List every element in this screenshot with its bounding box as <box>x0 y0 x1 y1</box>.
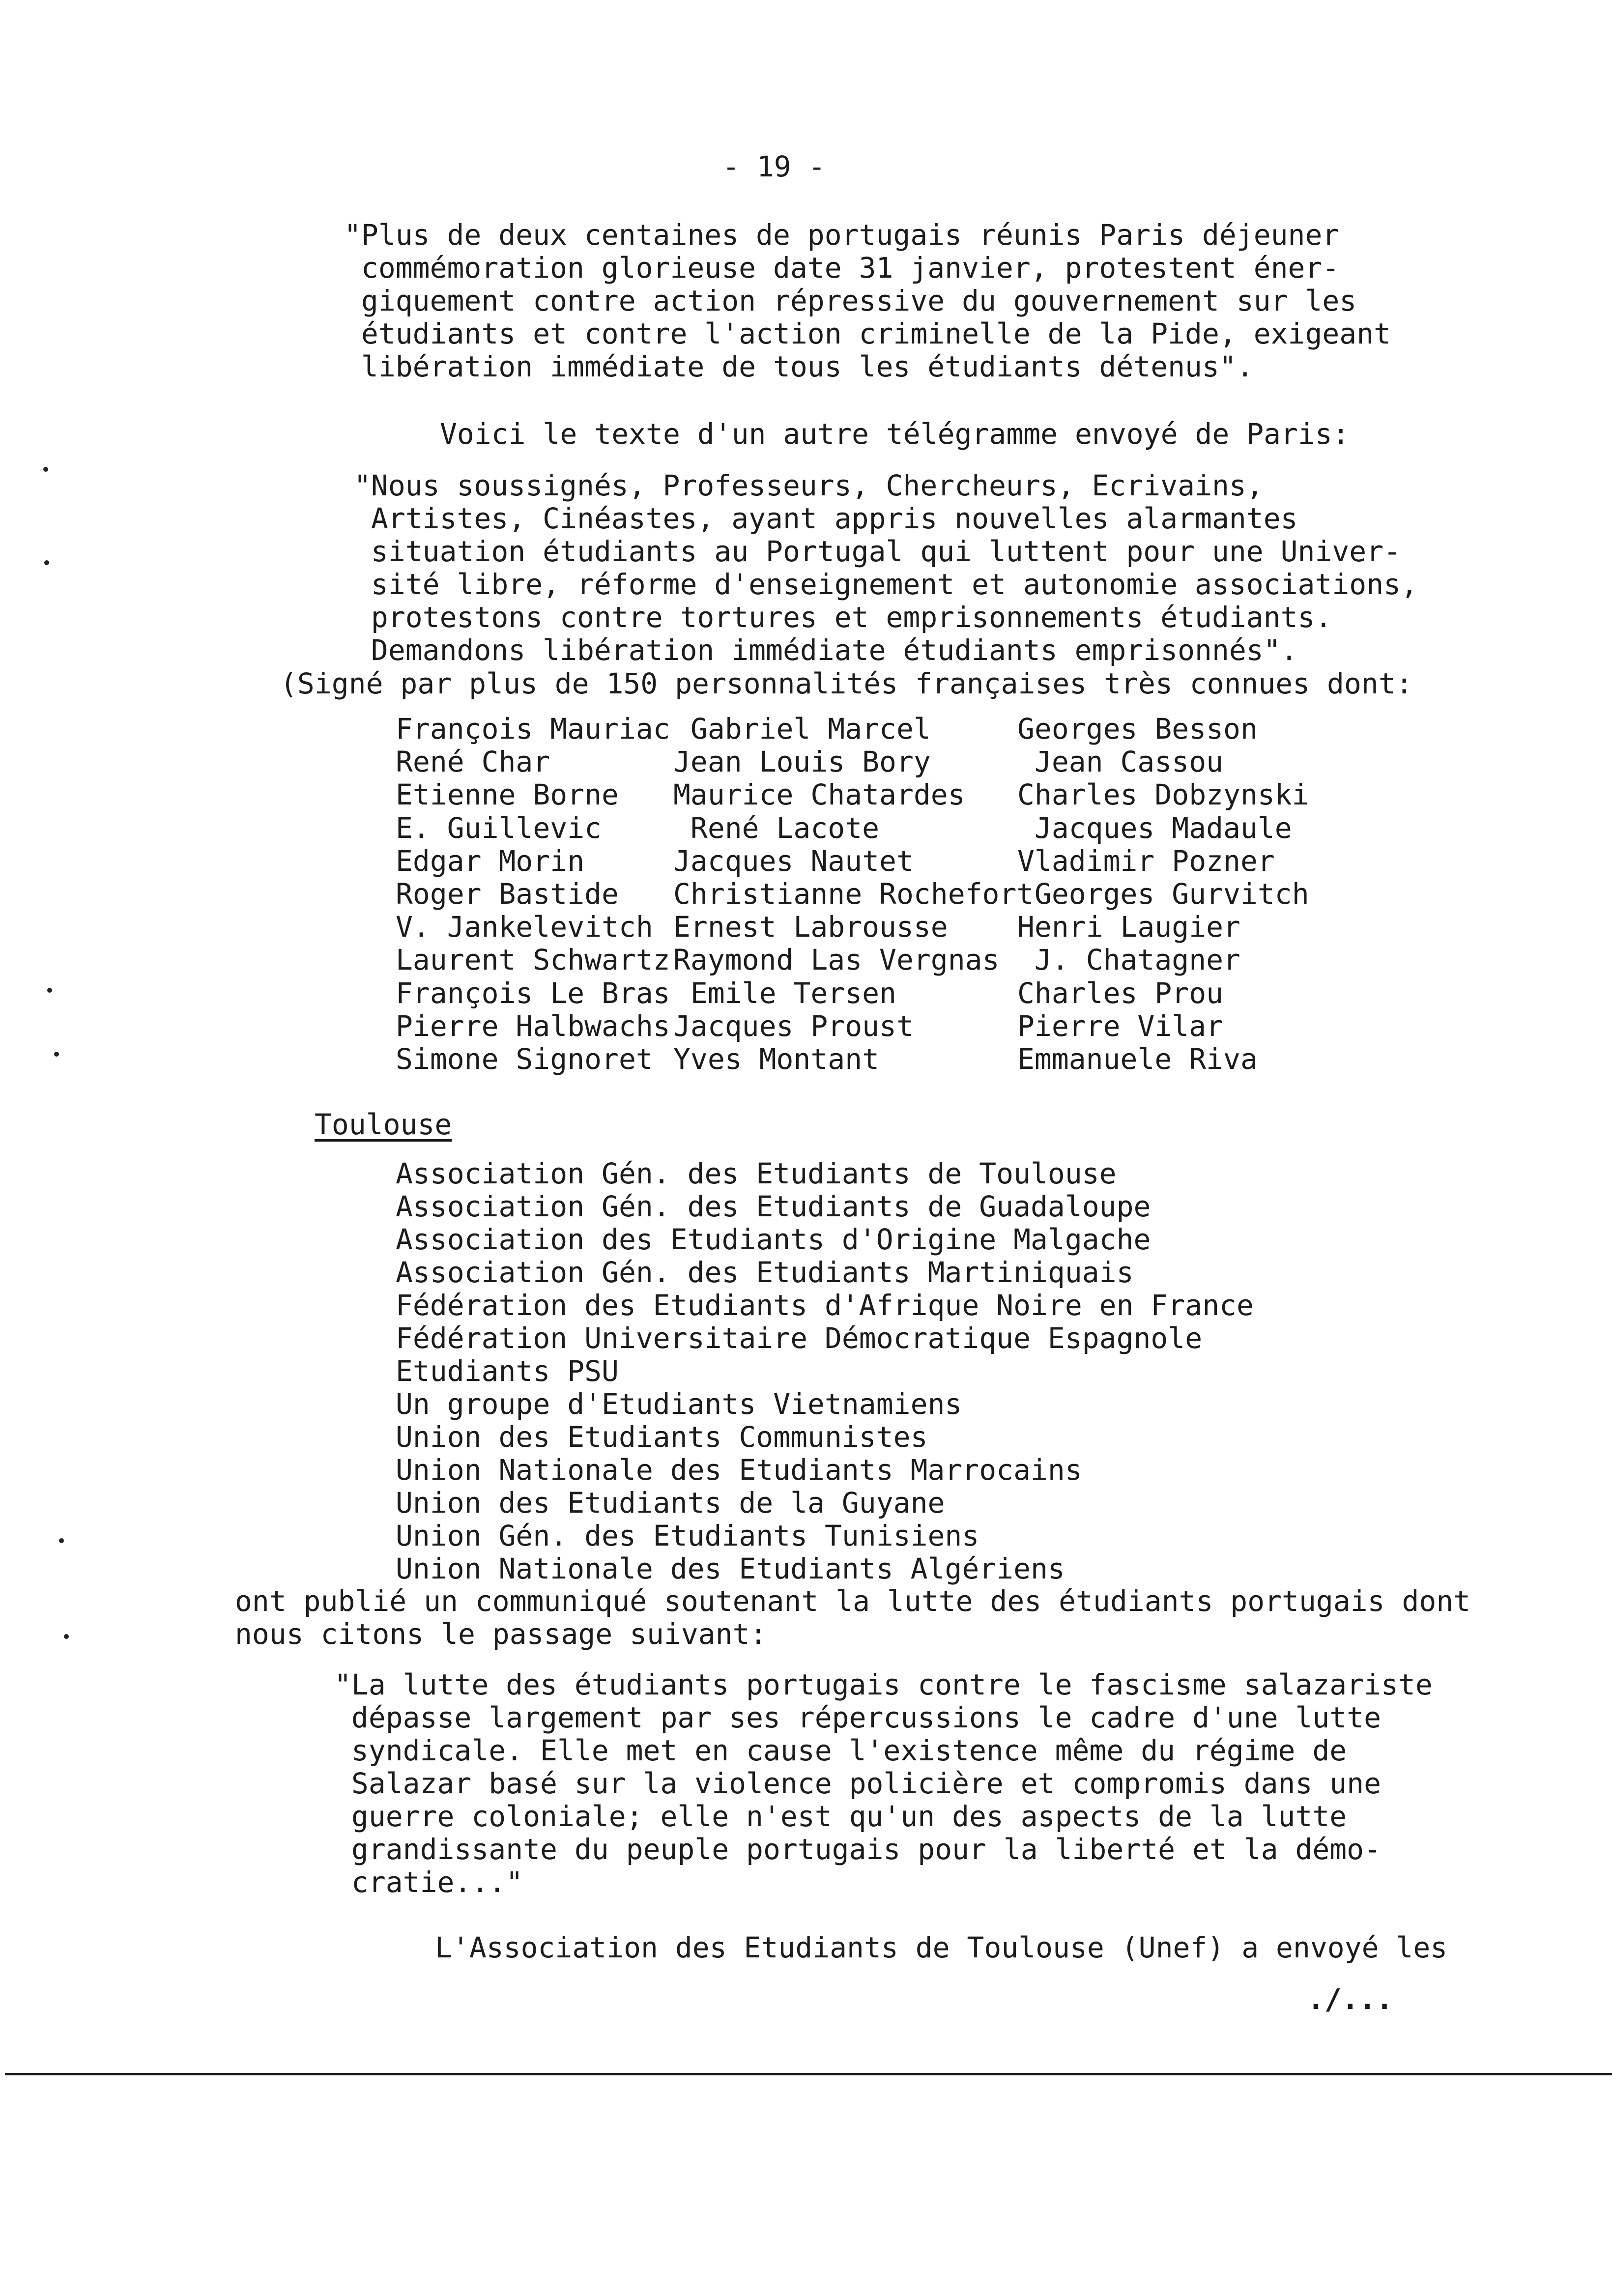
signatory-name: René Lacote <box>673 811 880 845</box>
quote-line: Demandons libération immédiate étudiants emprisonnés". <box>354 633 1298 667</box>
quote-communique <box>334 1668 1433 1899</box>
signatory-name: Simone Signoret <box>396 1042 653 1076</box>
organization-item: Association des Etudiants d'Origine Malgache <box>396 1223 1151 1256</box>
quote-line: Salazar basé sur la violence policière et compromis dans une <box>334 1767 1382 1800</box>
signatory-name: E. Guillevic <box>396 811 602 845</box>
quote-line: sité libre, réforme d'enseignement et autonomie associations, <box>354 568 1418 601</box>
signatories-column-3 <box>1017 713 1309 1076</box>
quote-line: dépasse largement par ses répercussions le cadre d'une lutte <box>334 1701 1382 1734</box>
signatory-name: Jacques Madaule <box>1017 811 1292 845</box>
paragraph-line: ont publié un communiqué soutenant la lutte des étudiants portugais dont <box>235 1584 1471 1618</box>
quote-telegram <box>354 469 1418 667</box>
organization-item: Union des Etudiants Communistes <box>396 1420 928 1454</box>
organization-item: Union Nationale des Etudiants Marrocains <box>396 1453 1082 1487</box>
organization-item: Union des Etudiants de la Guyane <box>396 1486 945 1520</box>
scan-speck <box>64 1634 69 1639</box>
signatory-name: Charles Dobzynski <box>1017 778 1309 812</box>
signatory-name: V. Jankelevitch <box>396 910 653 944</box>
signatory-name: Jean Cassou <box>1017 745 1224 779</box>
quote-line: libération immédiate de tous les étudiants détenus". <box>344 350 1254 383</box>
scan-speck <box>54 1052 59 1057</box>
signatory-name: François Mauriac <box>396 712 670 746</box>
paragraph-line: nous citons le passage suivant: <box>235 1617 767 1651</box>
scan-speck <box>44 560 49 565</box>
quote-line: "Nous soussignés, Professeurs, Chercheurs, Ecrivains, <box>354 469 1264 502</box>
signatory-name: Henri Laugier <box>1017 910 1240 944</box>
organization-item: Etudiants PSU <box>396 1354 619 1388</box>
organizations-list <box>396 1157 1254 1585</box>
organization-item: Association Gén. des Etudiants de Toulouse <box>396 1157 1117 1190</box>
signatories-column-1 <box>396 713 670 1076</box>
signatory-name: Yves Montant <box>673 1042 880 1076</box>
signatory-name: François Le Bras <box>396 976 670 1010</box>
quote-line: syndicale. Elle met en cause l'existence même du régime de <box>334 1734 1347 1767</box>
signatory-name: Christianne Rochefort <box>673 877 1034 911</box>
quote-line: cratie..." <box>334 1866 523 1899</box>
organization-item: Fédération Universitaire Démocratique Espagnole <box>396 1321 1203 1355</box>
quote-line: étudiants et contre l'action criminelle de la Pide, exigeant <box>344 317 1391 350</box>
signatory-name: Georges Gurvitch <box>1017 877 1309 911</box>
signatory-name: Vladimir Pozner <box>1017 844 1275 878</box>
quote-line: guerre coloniale; elle n'est qu'un des aspects de la lutte <box>334 1800 1347 1833</box>
signatories-column-2 <box>673 713 1034 1076</box>
signatory-name: Emmanuele Riva <box>1017 1042 1258 1076</box>
communique-paragraph <box>235 1585 1470 1651</box>
signed-by-line: (Signé par plus de 150 personnalités françaises très connues dont: <box>280 667 1413 700</box>
signatory-name: René Char <box>396 745 550 779</box>
scan-speck <box>43 467 48 472</box>
signatory-name: Pierre Vilar <box>1017 1009 1224 1043</box>
signatory-name: Etienne Borne <box>396 778 619 812</box>
quote-line: "La lutte des étudiants portugais contre le fascisme salazariste <box>334 1668 1433 1701</box>
signatory-name: Pierre Halbwachs <box>396 1009 670 1043</box>
scan-speck <box>59 1538 64 1543</box>
organization-item: Association Gén. des Etudiants Martiniquais <box>396 1256 1134 1289</box>
signatory-name: Jacques Nautet <box>673 844 914 878</box>
scan-speck <box>47 988 52 993</box>
quote-line: commémoration glorieuse date 31 janvier, protestent éner- <box>344 251 1340 285</box>
signatory-name: Jean Louis Bory <box>673 745 931 779</box>
page-number: - 19 - <box>722 150 826 183</box>
closing-line: L'Association des Etudiants de Toulouse (Unef) a envoyé les <box>435 1931 1448 1964</box>
organization-item: Union Gén. des Etudiants Tunisiens <box>396 1519 979 1552</box>
organization-item: Fédération des Etudiants d'Afrique Noire en France <box>396 1289 1254 1322</box>
signatory-name: Roger Bastide <box>396 877 619 911</box>
continuation-mark: ./... <box>1307 1982 1393 2016</box>
organization-item: Union Nationale des Etudiants Algériens <box>396 1552 1065 1585</box>
signatory-name: Edgar Morin <box>396 844 585 878</box>
organization-item: Association Gén. des Etudiants de Guadaloupe <box>396 1190 1151 1223</box>
quote-line: Artistes, Cinéastes, ayant appris nouvelles alarmantes <box>354 502 1298 535</box>
section-heading-toulouse: Toulouse <box>315 1108 452 1141</box>
bottom-rule <box>5 2073 1612 2075</box>
signatory-name: J. Chatagner <box>1017 943 1240 977</box>
signatory-name: Ernest Labrousse <box>673 910 948 944</box>
signatory-name: Georges Besson <box>1017 712 1258 746</box>
quote-line: grandissante du peuple portugais pour la liberté et la démo- <box>334 1833 1382 1866</box>
quote-portuguese-lunch <box>344 219 1391 383</box>
signatory-name: Charles Prou <box>1017 976 1224 1010</box>
signatory-name: Maurice Chatardes <box>673 778 965 812</box>
telegram-intro: Voici le texte d'un autre télégramme envoyé de Paris: <box>440 417 1350 451</box>
signatory-name: Laurent Schwartz <box>396 943 670 977</box>
signatory-name: Gabriel Marcel <box>673 712 931 746</box>
quote-line: "Plus de deux centaines de portugais réunis Paris déjeuner <box>344 218 1340 252</box>
quote-line: protestons contre tortures et emprisonnements étudiants. <box>354 601 1332 634</box>
organization-item: Un groupe d'Etudiants Vietnamiens <box>396 1387 962 1421</box>
quote-line: giquement contre action répressive du gouvernement sur les <box>344 284 1357 317</box>
signatory-name: Jacques Proust <box>673 1009 914 1043</box>
quote-line: situation étudiants au Portugal qui luttent pour une Univer- <box>354 535 1401 568</box>
signatory-name: Emile Tersen <box>673 976 896 1010</box>
signatory-name: Raymond Las Vergnas <box>673 943 1000 977</box>
